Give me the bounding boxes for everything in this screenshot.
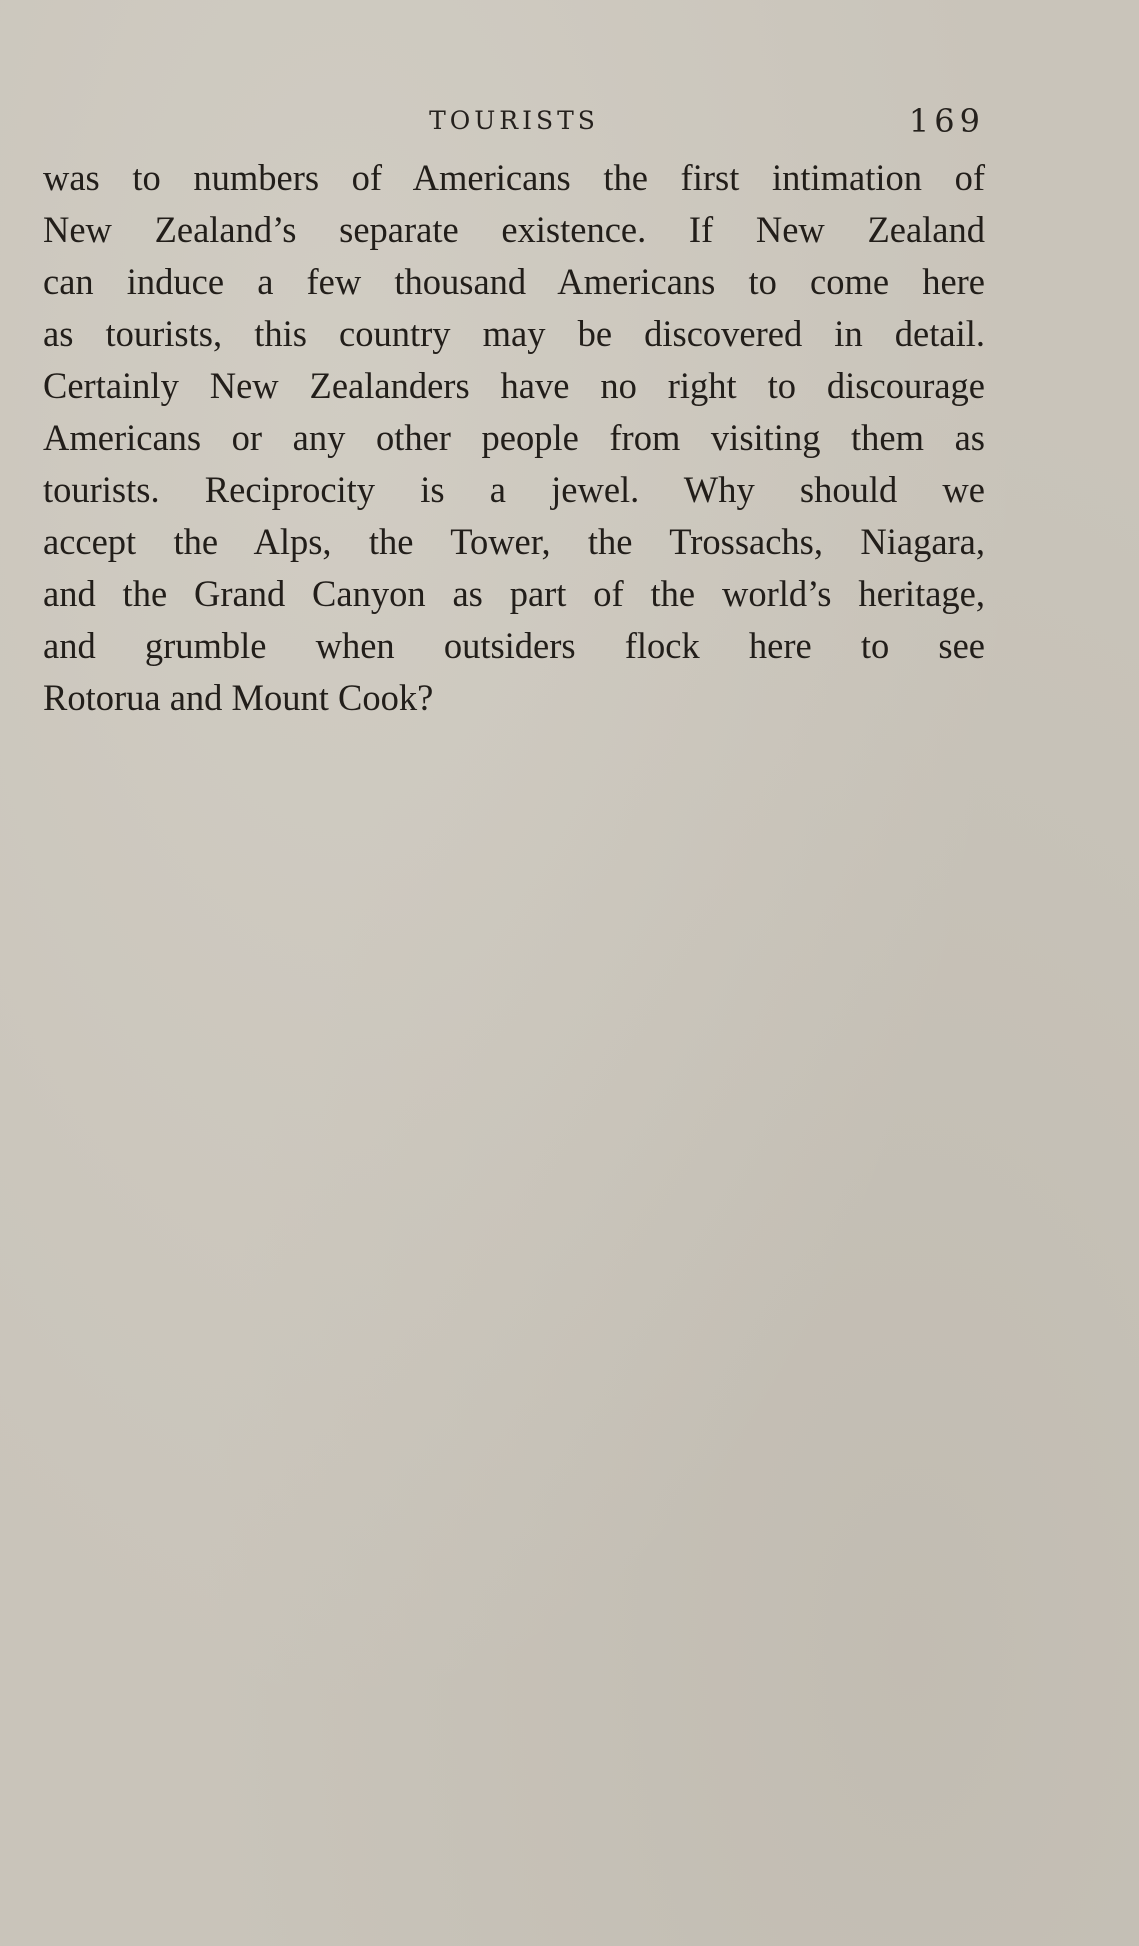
- text-line-last: Rotorua and Mount Cook?: [43, 677, 434, 718]
- text-line: and grumble when outsiders flock here to see: [43, 625, 985, 666]
- book-page: [43, 100, 985, 724]
- text-line: can induce a few thousand Americans to come here: [43, 261, 985, 302]
- text-line: as tourists, this country may be discovered in detail.: [43, 313, 985, 354]
- running-head: [43, 100, 985, 152]
- page-number: 169: [908, 102, 985, 140]
- running-title: TOURISTS: [429, 106, 599, 135]
- text-line: was to numbers of Americans the first intimation of: [43, 157, 985, 198]
- body-text: [43, 152, 985, 724]
- text-line: accept the Alps, the Tower, the Trossachs, Niagara,: [43, 521, 985, 562]
- text-line: tourists. Reciprocity is a jewel. Why should we: [43, 469, 985, 510]
- text-line: Americans or any other people from visiting them as: [43, 417, 985, 458]
- text-line: Certainly New Zealanders have no right to discourage: [43, 365, 985, 406]
- text-line: and the Grand Canyon as part of the world’s heritage,: [43, 573, 985, 614]
- text-line: New Zealand’s separate existence. If New Zealand: [43, 209, 985, 250]
